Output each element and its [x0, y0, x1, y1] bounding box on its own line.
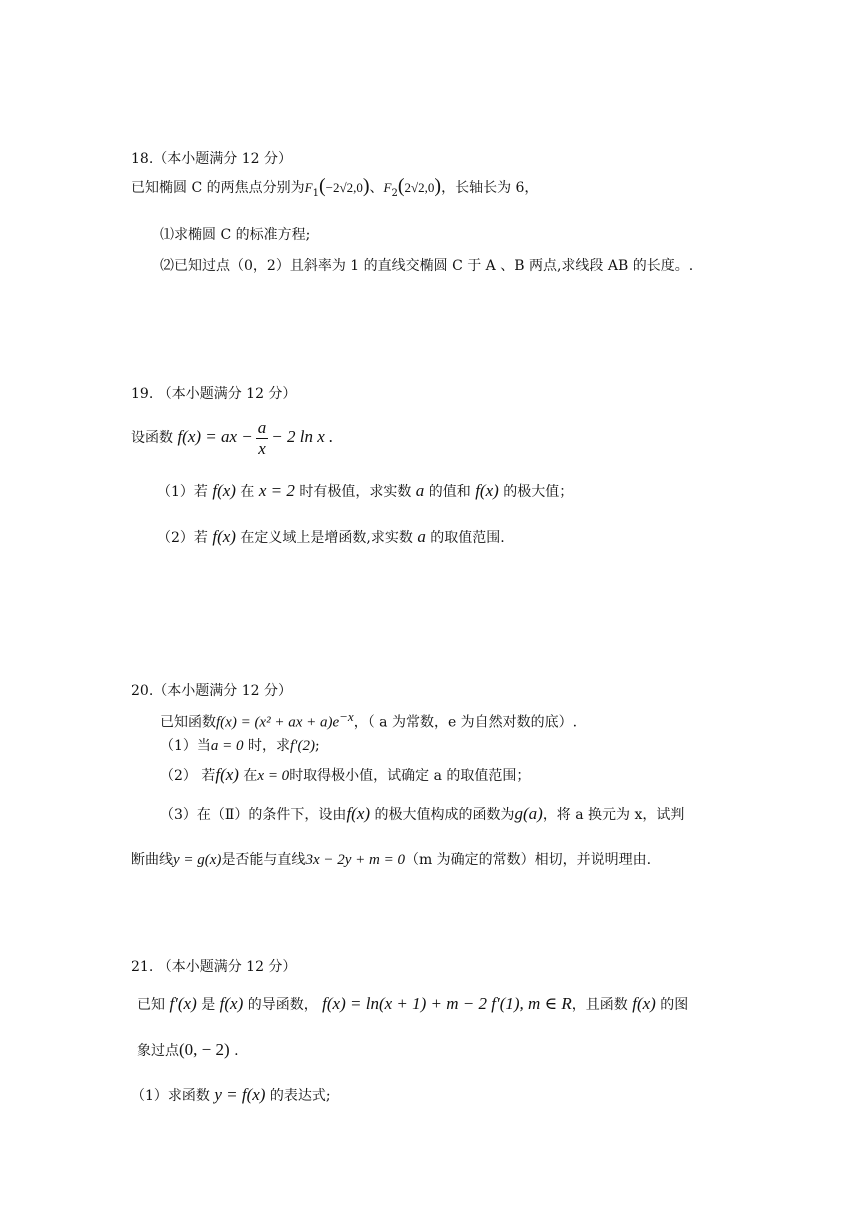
q20-intro-text: 已知函数 [160, 714, 216, 731]
q18-header: 18.（本小题满分 12 分） [131, 151, 292, 167]
q19-function-def: f(x) = ax − [177, 427, 253, 446]
q18-f2-lparen: ( [397, 175, 405, 197]
q20-intro [160, 707, 577, 733]
q19-p2-text-c: 的取值范围. [425, 530, 505, 546]
q21-text-e: 的图 [655, 997, 689, 1013]
q19-p1-text-e: 的极大值； [498, 484, 574, 500]
q21-l2-text-b: . [229, 1043, 239, 1059]
q19-p1-a: a [415, 481, 425, 500]
q19-frac-den: x [258, 438, 266, 458]
q20-p3-line-eq: 3x − 2y + m = 0 [305, 852, 405, 868]
q19-p1-text-c: 时有极值，求实数 [294, 484, 416, 500]
q18-statement [131, 176, 538, 204]
q18-f1-lparen: ( [318, 175, 326, 197]
q19-p2-a: a [417, 527, 426, 546]
q21-statement [137, 994, 688, 1015]
q20-p1-text-a: （1）当 [160, 738, 211, 754]
q18-f2-rparen: ) [434, 175, 442, 197]
q18-f2-sub: 2 [391, 187, 398, 199]
q20-p3-text-a: （3）在（Ⅱ）的条件下，设由 [160, 807, 347, 823]
q18-part2: ⑵已知过点（0，2）且斜率为 1 的直线交椭圆 C 于 A 、B 两点,求线段 AB 的长度。. [160, 258, 694, 274]
q19-p2-text-b: 在定义域上是增函数,求实数 [235, 530, 418, 546]
q21-p1-yfx: y = f(x) [214, 1085, 266, 1104]
q19-frac-num: a [257, 417, 267, 437]
q20-p3-l2-text-a: 断曲线 [131, 852, 173, 868]
q20-p3-fx: f(x) [346, 804, 371, 823]
q19-header: 19. （本小题满分 12 分） [131, 386, 297, 402]
q21-text-d: ，且函数 [571, 997, 633, 1013]
q19-intro-text: 设函数 [131, 430, 178, 446]
q19-p1-text-d: 的值和 [424, 484, 476, 500]
q21-p1-text-b: 的表达式; [265, 1088, 331, 1104]
q18-text-a: 已知椭圆 C 的两焦点分别为 [131, 180, 305, 196]
q20-part2 [160, 765, 530, 786]
q21-fx2: f(x) [632, 994, 656, 1013]
q19-p2-text-a: （2）若 [157, 530, 213, 546]
q18-text-b: ，长轴长为 6， [441, 180, 539, 196]
q21-l2-text-a: 象过点 [137, 1043, 179, 1059]
q20-p2-x-eq: x = 0 [257, 768, 290, 784]
q20-p3-text-b: 的极大值构成的函数为 [370, 807, 515, 823]
q20-p2-fx: f(x) [215, 765, 239, 784]
q20-p3-text-c: ，将 a 换元为 x，试判 [542, 807, 685, 823]
q21-statement-cont [137, 1040, 239, 1061]
q20-intro-tail: ，（ a 为常数，e 为自然对数的底）. [353, 714, 578, 731]
q20-p2-text-b: 在 [238, 768, 258, 784]
q18-separator: 、 [369, 180, 384, 196]
q21-fx: f(x) [219, 994, 244, 1013]
q20-header: 20.（本小题满分 12 分） [131, 683, 292, 699]
q18-f2-label: F [383, 180, 392, 195]
q21-fprime: f′(x) [169, 994, 197, 1013]
q20-p3-l2-text-b: 是否能与直线 [221, 852, 306, 868]
q21-text-c: 的导函数， [243, 997, 323, 1013]
q21-point: (0, − 2) [179, 1040, 230, 1059]
q21-equation: f(x) = ln(x + 1) + m − 2 f′(1), m ∈ R [322, 994, 572, 1013]
q20-part3 [160, 804, 684, 825]
q19-function-tail: − 2 ln x . [271, 427, 334, 446]
q19-fraction [256, 418, 269, 459]
q21-part1 [131, 1085, 331, 1106]
q20-p2-text-c: 时取得极小值，试确定 a 的取值范围； [289, 768, 531, 784]
q19-p1-fx: f(x) [212, 481, 236, 500]
q20-function-def: f(x) = (x² + ax + a)e [216, 714, 340, 731]
q20-p1-fprime: f′(2) [290, 738, 315, 754]
q21-p1-text-a: （1）求函数 [131, 1088, 215, 1104]
q20-part3-cont [131, 850, 651, 870]
q18-f2-coord: 2√2,0 [404, 180, 435, 195]
q19-p1-text-b: 在 [235, 484, 259, 500]
q20-part1 [160, 736, 320, 756]
q18-part1: ⑴求椭圆 C 的标准方程; [160, 227, 311, 243]
q20-p3-curve: y = g(x) [173, 852, 222, 868]
q21-text-a: 已知 [137, 997, 170, 1013]
q19-p1-x-eq: x = 2 [258, 481, 295, 500]
q19-p1-text-a: （1）若 [157, 484, 213, 500]
q21-text-b: 是 [196, 997, 220, 1013]
q18-f1-coord: −2√2,0 [325, 180, 363, 195]
q20-p1-a-eq: a = 0 [210, 738, 244, 754]
q19-p2-fx: f(x) [212, 527, 236, 546]
q18-f1-rparen: ) [362, 175, 370, 197]
q20-p2-text-a: （2） 若 [160, 768, 216, 784]
q19-p1-fx2: f(x) [475, 481, 499, 500]
q20-p3-l2-text-c: （m 为确定的常数）相切，并说明理由. [404, 852, 652, 868]
q20-p1-text-b: 时，求 [243, 738, 290, 754]
q18-f1-label: F [304, 180, 313, 195]
q20-exponent: −x [339, 709, 354, 724]
q18-f1-sub: 1 [312, 187, 319, 199]
q19-intro [131, 417, 333, 459]
q20-p3-ga: g(a) [514, 804, 543, 823]
q20-p1-text-c: ; [314, 738, 320, 754]
q19-part2 [157, 527, 505, 548]
q19-part1 [157, 481, 573, 502]
q21-header: 21. （本小题满分 12 分） [131, 959, 297, 975]
